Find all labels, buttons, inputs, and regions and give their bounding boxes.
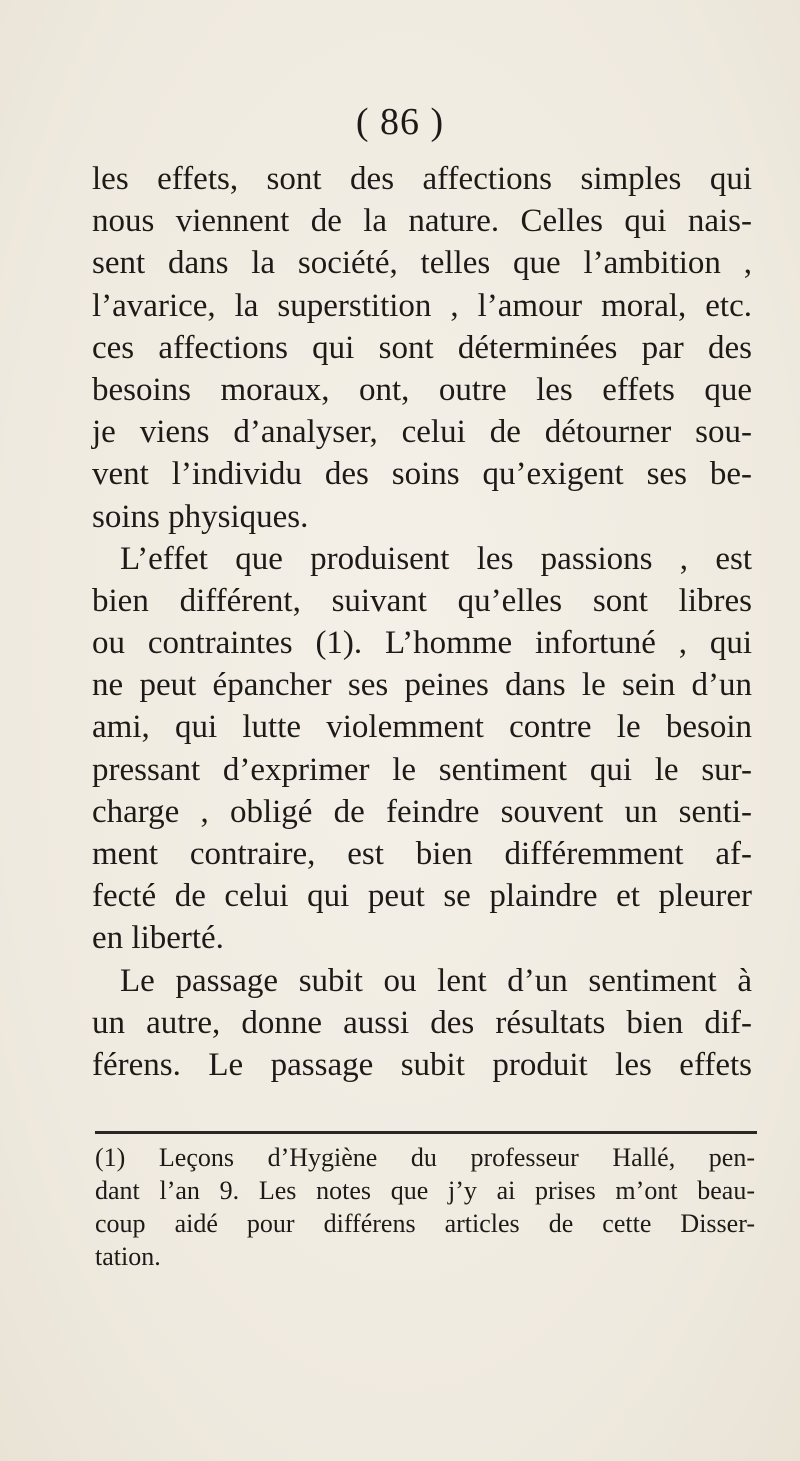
- text-line: soins physiques.: [92, 498, 309, 535]
- text-line: sent dans la société, telles que l’ambition ,: [92, 245, 752, 282]
- text-line: ces affections qui sont déterminées par des: [92, 329, 752, 366]
- text-line: ne peut épancher ses peines dans le sein d’un: [92, 667, 752, 704]
- text-line: charge , obligé de feindre souvent un senti-: [92, 793, 752, 830]
- page-number: ( 86 ): [355, 101, 445, 143]
- text-line: nous viennent de la nature. Celles qui nais-: [92, 203, 752, 240]
- text-line: besoins moraux, ont, outre les effets que: [92, 371, 752, 408]
- text-line: férens. Le passage subit produit les effets: [92, 1046, 752, 1083]
- footnote-line: (1) Leçons d’Hygiène du professeur Hallé, pen-: [95, 1143, 755, 1172]
- footnote-line: coup aidé pour différens articles de cette Disser-: [95, 1209, 755, 1238]
- text-line: les effets, sont des affections simples qui: [92, 161, 752, 197]
- text-line: L’effet que produisent les passions , est: [120, 540, 752, 577]
- footnote: [95, 1141, 755, 1273]
- footnote-divider: [95, 1131, 757, 1134]
- text-line: ment contraire, est bien différemment af-: [92, 836, 752, 872]
- text-line: pressant d’exprimer le sentiment qui le sur-: [92, 751, 752, 788]
- body-text: [92, 158, 752, 1086]
- text-line: fecté de celui qui peut se plaindre et pleurer: [92, 878, 752, 915]
- text-line: l’avarice, la superstition , l’amour moral, etc.: [92, 287, 752, 324]
- text-line: Le passage subit ou lent d’un sentiment à: [120, 962, 752, 999]
- text-line: bien différent, suivant qu’elles sont libres: [92, 582, 752, 619]
- text-line: en liberté.: [92, 920, 224, 957]
- text-line: vent l’individu des soins qu’exigent ses be-: [92, 456, 752, 493]
- footnote-line: dant l’an 9. Les notes que j’y ai prises m’ont beau-: [95, 1176, 755, 1205]
- text-line: je viens d’analyser, celui de détourner sou-: [92, 414, 752, 451]
- footnote-line: tation.: [95, 1242, 161, 1271]
- text-line: ami, qui lutte violemment contre le besoin: [92, 709, 752, 746]
- text-line: ou contraintes (1). L’homme infortuné , qui: [92, 625, 752, 662]
- text-line: un autre, donne aussi des résultats bien dif-: [92, 1004, 752, 1041]
